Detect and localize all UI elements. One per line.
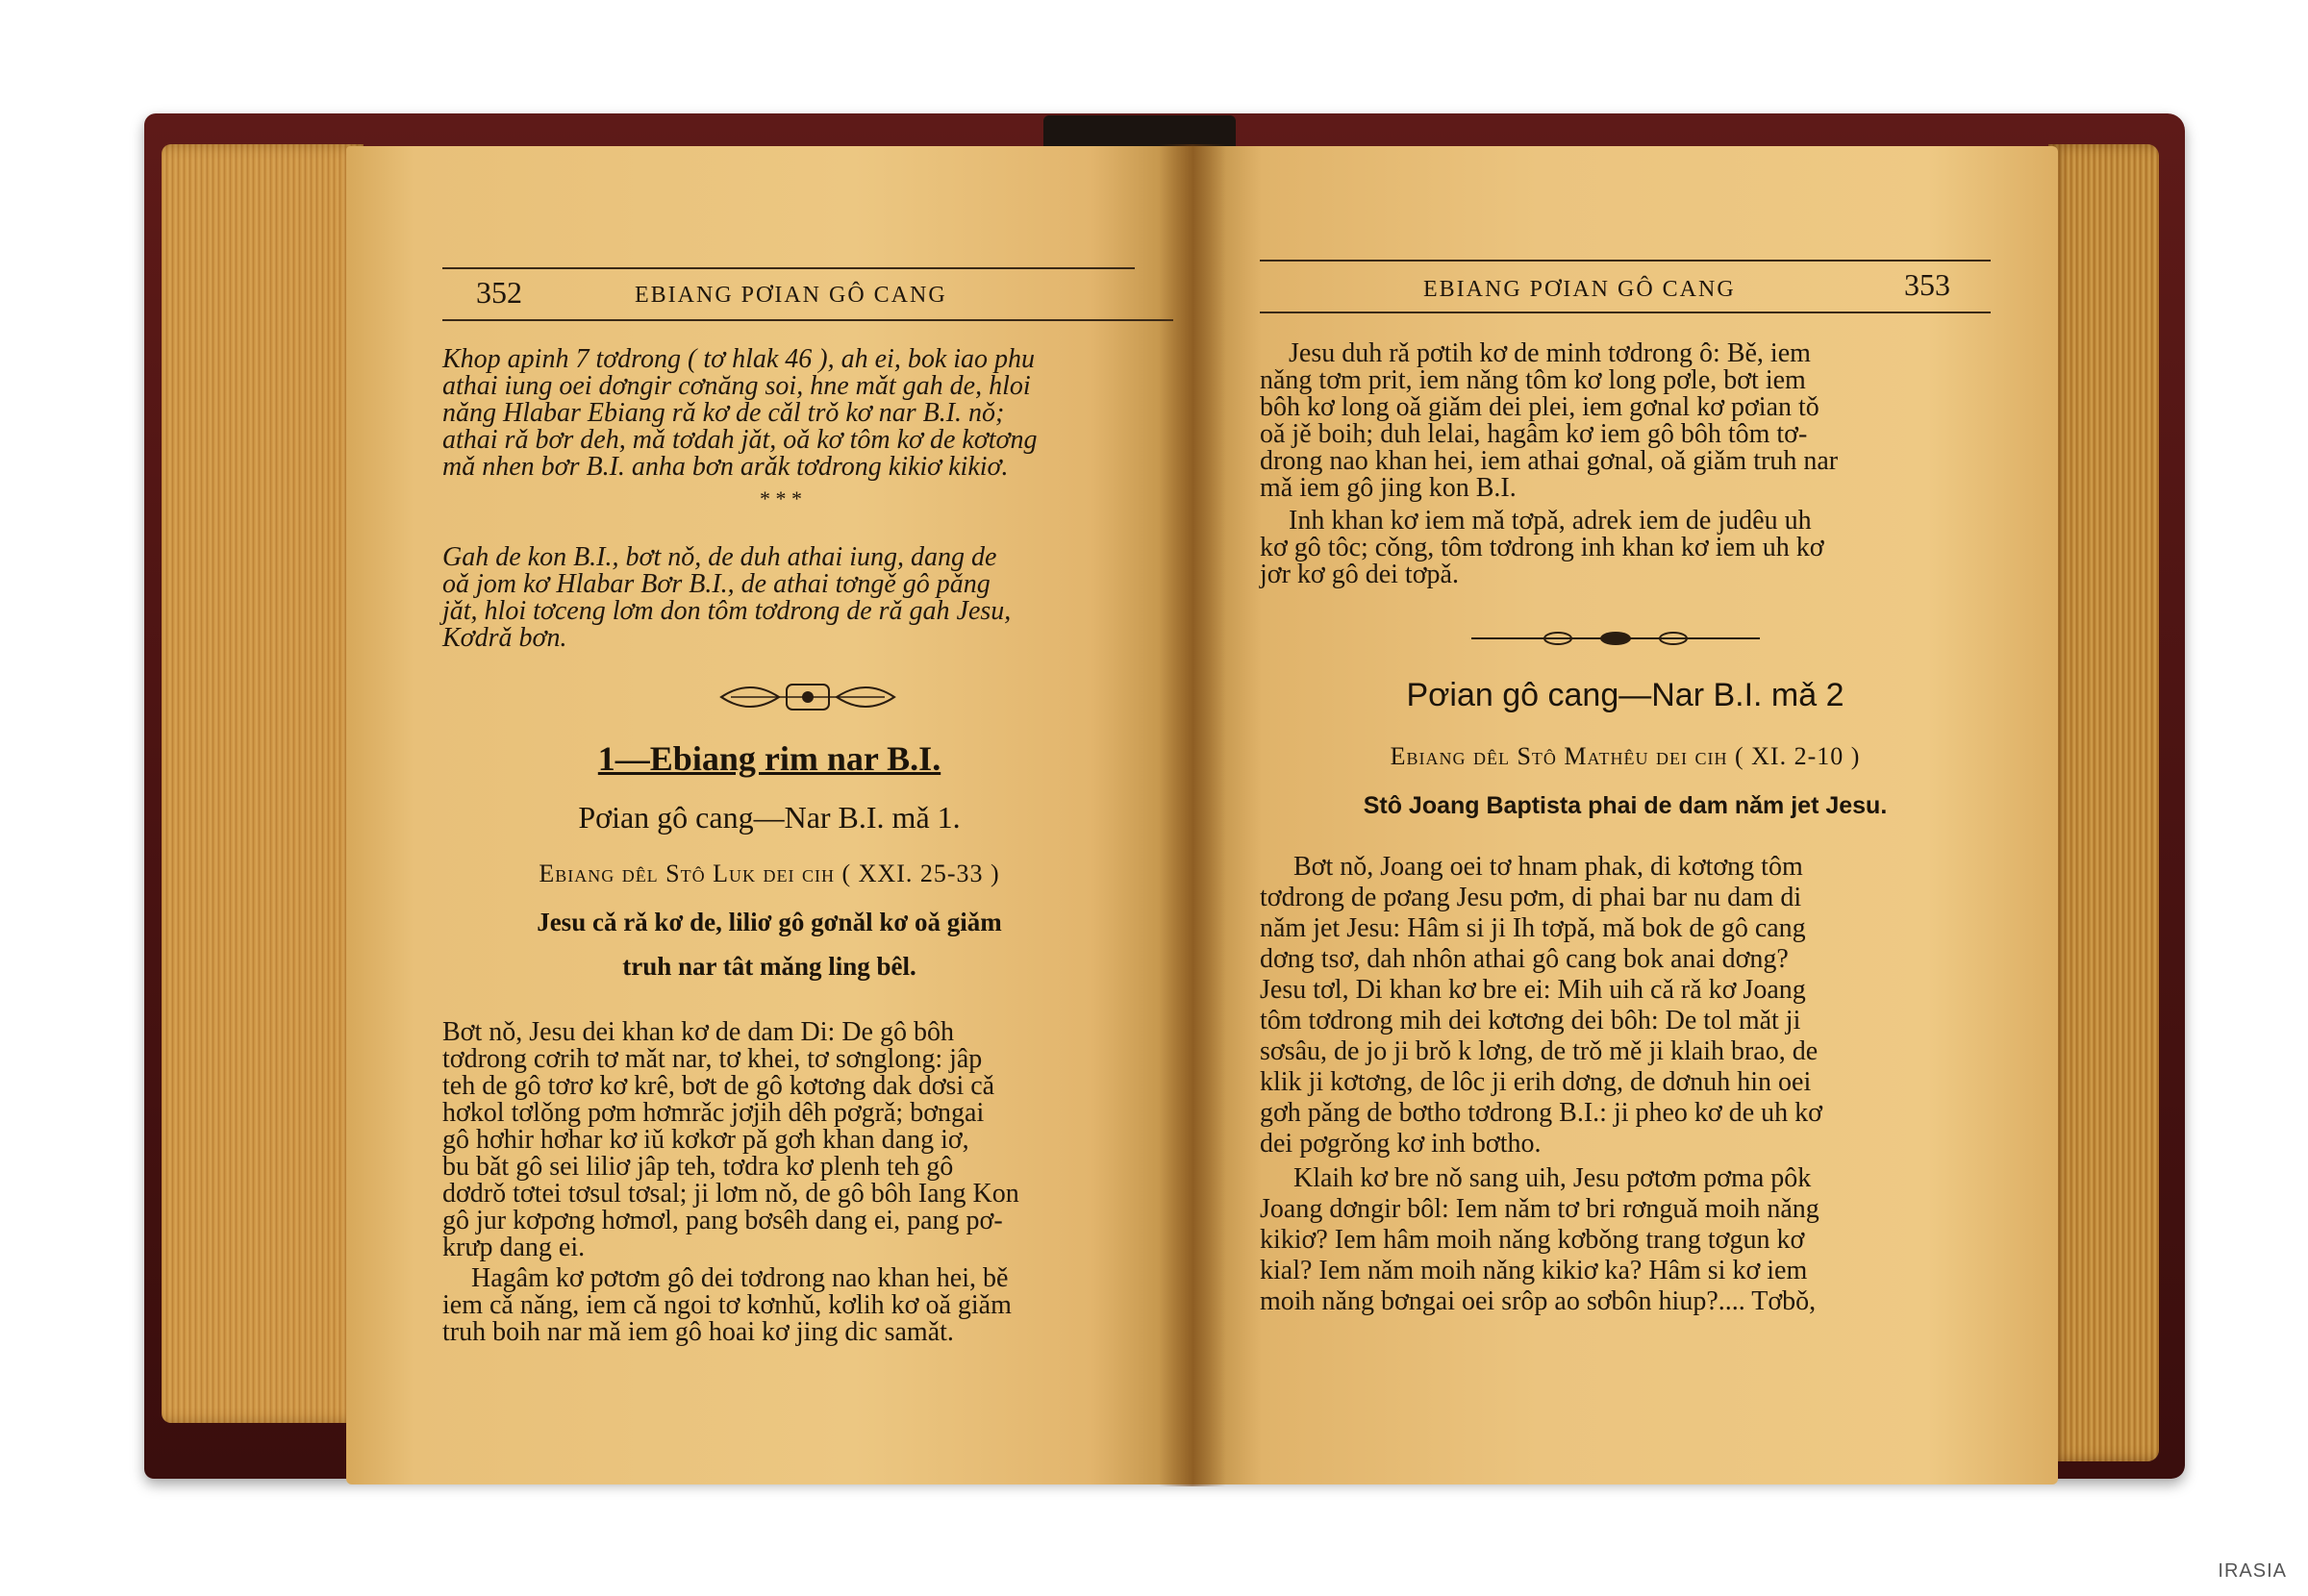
body-line: dơdrǒ tơtei tơsul tơsal; ji lơm nǒ, de gô bôh Iang Kon xyxy=(442,1179,1019,1209)
reading-summary: Jesu cǎ rǎ kơ de, liliơ gô gơnǎl kơ oǎ giǎm xyxy=(537,908,1002,936)
body-line: bôh kơ long oǎ giǎm dei plei, iem gơnal kơ pơian tǒ xyxy=(1260,392,1819,422)
body-line: hơkol tơlǒng pơm hơmrǎc jơjih dêh pơgrǎ; bơngai xyxy=(442,1098,985,1128)
intro2-line: jǎt, hloi tơceng lơm don tôm tơdrong de rǎ gah Jesu, xyxy=(442,596,1012,626)
body-line: gơh pǎng de bơtho tơdrong B.I.: ji pheo kơ de uh kơ xyxy=(1260,1098,1822,1128)
section-break-stars: * * * xyxy=(760,486,802,511)
body-line: tơdrong cơrih tơ mǎt nar, tơ khei, tơ sơnglong: jâp xyxy=(442,1044,983,1074)
body-line: Joang dơngir bôl: Iem nǎm tơ bri rơnguǎ moih nǎng xyxy=(1260,1194,1819,1224)
intro-line: athai iung oei dơngir cơnăng soi, hne mǎt gah de, hloi xyxy=(442,371,1031,401)
body-line: Bơt nǒ, Jesu dei khan kơ de dam Di: De gô bôh xyxy=(442,1017,954,1047)
reading-source: Ebiang dêl Stô Mathêu dei cih ( XI. 2-10 ) xyxy=(1390,742,1861,770)
header-rule-bottom xyxy=(1260,312,1991,313)
intro-line: nǎng Hlabar Ebiang rǎ kơ de cǎl trǒ kơ nar B.I. nǒ; xyxy=(442,398,1005,428)
body-line: gô jur kơpơng hơmơl, pang bơsêh dang ei, pang pơ- xyxy=(442,1206,1003,1235)
reading-source: Ebiang dêl Stô Luk dei cih ( XXI. 25-33 ) xyxy=(539,860,1000,887)
body-line: truh boih nar mǎ iem gô hoai kơ jing dic samǎt. xyxy=(442,1317,954,1347)
watermark: IRASIA xyxy=(2218,1560,2287,1582)
reading-summary: truh nar tât mǎng ling bêl. xyxy=(622,952,916,981)
intro-line: Khop apinh 7 tơdrong ( tơ hlak 46 ), ah ei, bok iao phu xyxy=(442,344,1036,374)
intro2-line: oǎ jom kơ Hlabar Bơr B.I., de athai tơngě gô pǎng xyxy=(442,569,991,599)
intro-line: mǎ nhen bơr B.I. anha bơn arǎk tơdrong kikiơ kikiơ. xyxy=(442,452,1009,482)
body-line: iem cǎ nǎng, iem cǎ ngoi tơ kơnhǔ, kơlih kơ oǎ giǎm xyxy=(442,1290,1012,1320)
left-page-edges xyxy=(162,144,364,1423)
body-line: kơ gô tôc; cǒng, tôm tơdrong inh khan kơ iem uh kơ xyxy=(1260,533,1824,562)
body-line: bu bǎt gô sei liliơ jâp teh, tơdra kơ plenh teh gô xyxy=(442,1152,954,1182)
body-line: klik ji kơtơng, de lôc ji erih dơng, de dơnuh hin oei xyxy=(1260,1067,1812,1097)
intro2-line: Gah de kon B.I., bơt nǒ, de duh athai iung, dang de xyxy=(442,542,997,572)
page-number: 352 xyxy=(476,275,522,310)
body-line: sơsâu, de jo ji brǒ k lơng, de trǒ mě ji klaih brao, de xyxy=(1260,1036,1819,1066)
page-number: 353 xyxy=(1904,267,1950,302)
body-line: krưp dang ei. xyxy=(442,1233,586,1262)
body-line: mǎ iem gô jing kon B.I. xyxy=(1260,473,1517,503)
body-line: dơng tsơ, dah nhôn athai gô cang bok anai dơng? xyxy=(1260,944,1789,974)
intro2-line: Kơdrǎ bơn. xyxy=(442,623,567,653)
reading-title: Pơian gô cang—Nar B.I. mǎ 1. xyxy=(578,800,961,835)
body-line: Jesu duh rǎ pơtih kơ de minh tơdrong ô: Bě, iem xyxy=(1289,338,1811,368)
body-line: tôm tơdrong mih dei kơtơng dei bôh: De tol mǎt ji xyxy=(1260,1006,1801,1035)
section-title: 1—Ebiang rim nar B.I. xyxy=(597,739,941,778)
body-line: nǎm jet Jesu: Hâm si ji Ih tơpǎ, mǎ bok de gô cang xyxy=(1260,913,1806,943)
body-line: nǎng tơm prit, iem nǎng tôm kơ long pơle, bơt iem xyxy=(1260,365,1806,395)
body-line: oǎ jě boih; duh lelai, hagâm kơ iem gô bôh tôm tơ- xyxy=(1260,419,1808,449)
body-line: Klaih kơ bre nǒ sang uih, Jesu pơtơm pơma pôk xyxy=(1293,1163,1812,1193)
reading-title: Pơian gô cang—Nar B.I. mǎ 2 xyxy=(1406,677,1844,713)
body-line: gô hơhir hơhar kơ iǔ kơkơr pǎ gơh khan dang iơ, xyxy=(442,1125,969,1155)
body-line: Bơt nǒ, Joang oei tơ hnam phak, di kơtơng tôm xyxy=(1293,852,1803,882)
header-rule-bottom xyxy=(442,319,1173,321)
right-page xyxy=(1192,146,2058,1484)
body-line: moih nǎng bơngai oei srôp ao sơbôn hiup?.... Tơbǒ, xyxy=(1260,1286,1817,1316)
body-line: Inh khan kơ iem mǎ tơpǎ, adrek iem de judêu uh xyxy=(1289,506,1812,536)
right-page-edges xyxy=(2048,144,2159,1461)
header-rule-top xyxy=(442,267,1135,269)
divider-ornament-icon xyxy=(1471,627,1760,650)
left-page xyxy=(346,146,1192,1484)
reading-summary: Stô Joang Baptista phai de dam nǎm jet Jesu. xyxy=(1363,792,1888,819)
intro-line: athai rǎ bơr deh, mǎ tơdah jǎt, oǎ kơ tôm kơ de kơtơng xyxy=(442,425,1038,455)
body-line: drong nao khan hei, iem athai gơnal, oǎ giǎm truh nar xyxy=(1260,446,1839,476)
body-line: dei pơgrǒng kơ inh bơtho. xyxy=(1260,1129,1542,1159)
header-rule-top xyxy=(1260,260,1991,262)
body-line: jơr kơ gô dei tơpǎ. xyxy=(1260,560,1459,589)
body-line: kial? Iem nǎm moih nǎng kikiơ ka? Hâm si kơ iem xyxy=(1260,1256,1808,1285)
running-head: EBIANG PƠIAN GÔ CANG xyxy=(1423,277,1736,302)
floral-ornament-icon xyxy=(712,673,904,721)
running-head: EBIANG PƠIAN GÔ CANG xyxy=(635,283,947,308)
body-line: teh de gô tơrơ kơ krê, bơt de gô kơtơng dak dơsi cǎ xyxy=(442,1071,995,1101)
body-line: kikiơ? Iem hâm moih nǎng kơbǒng trang tơgun kơ xyxy=(1260,1225,1805,1255)
body-line: tơdrong de pơang Jesu pơm, di phai bar nu dam di xyxy=(1260,883,1802,912)
body-line: Jesu tơl, Di khan kơ bre ei: Mih uih cǎ rǎ kơ Joang xyxy=(1260,975,1806,1005)
body-line: Hagâm kơ pơtơm gô dei tơdrong nao khan hei, bě xyxy=(471,1263,1009,1293)
book-gutter-shadow xyxy=(1159,144,1226,1486)
